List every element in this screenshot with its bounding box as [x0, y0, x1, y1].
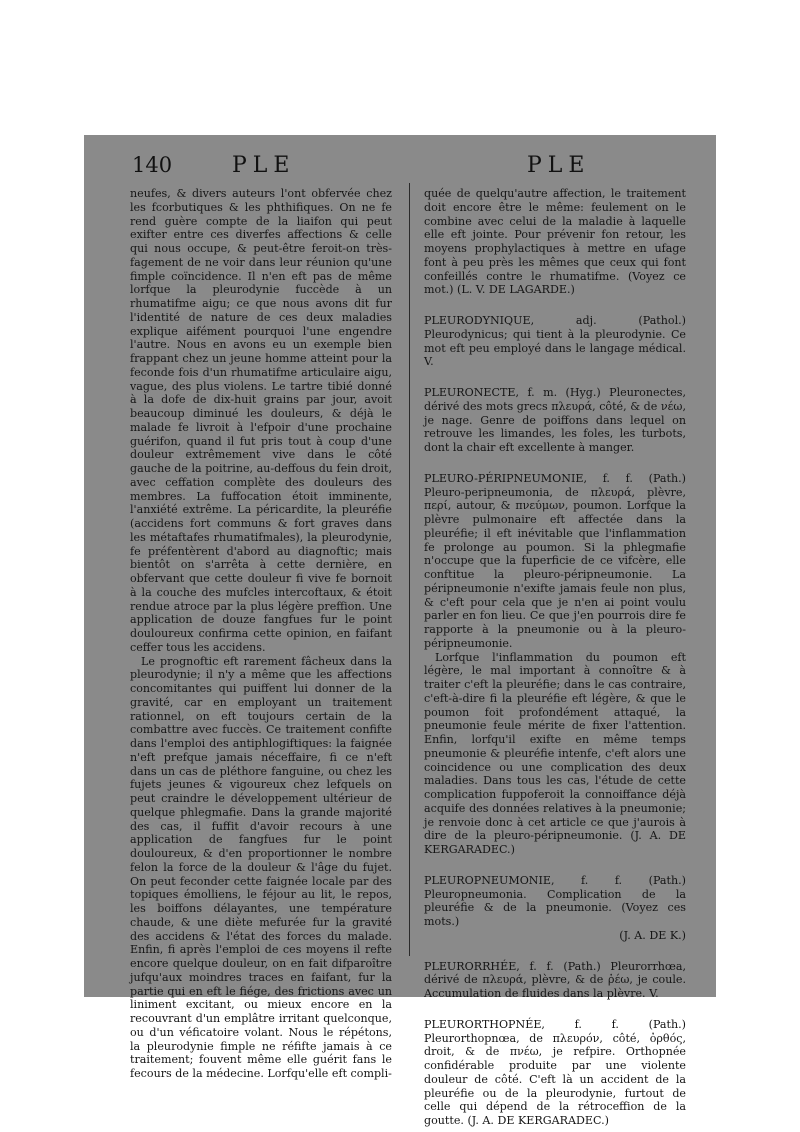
page-header — [84, 135, 716, 191]
paragraph: quée de quelqu'autre affection, le traitement doit encore être le même: feulement on le combine avec celui de la maladie à laquelle elle eft jointe. Pour prévenir fon retour, les moyens prophylactiques à mettre en ufage font à peu près les mêmes que ceux qui font confeillés contre le rhumatifme. (Voyez ce mot.) (L. V. DE LAGARDE.) — [424, 187, 686, 297]
left-column — [130, 187, 392, 1081]
running-head-left: PLE — [232, 153, 296, 178]
page-number: 140 — [132, 153, 173, 177]
dictionary-entry: PLEURODYNIQUE, adj. (Pathol.) Pleurodynicus; qui tient à la pleurodynie. Ce mot eft peu employé dans le langage médical. V. — [424, 314, 686, 369]
dictionary-entry: PLEUROPNEUMONIE, f. f. (Path.) Pleuropneumonia. Complication de la pleuréfie & de la pneumonie. (Voyez ces mots.) — [424, 873, 686, 928]
dictionary-entry: PLEURONECTE, f. m. (Hyg.) Pleuronectes, dérivé des mots grecs πλευρά, côté, & de νέω, je nage. Genre de poiffons dans lequel on retrouve les limandes, les foles, les turbots, dont la chair eft excellente à manger. — [424, 386, 686, 454]
column-rule — [409, 183, 410, 956]
dictionary-entry: PLEURO-PÉRIPNEUMONIE, f. f. (Path.) Pleuro-peripneumonia, de πλευρά, plèvre, περί, autour, & πνεύμων, poumon. Lorfque la plèvre pulmonaire eft affectée dans la pleuréfie; il eft inévitable que l'inflammation fe prolonge au poumon. Si la phlegmafie n'occupe que la fuperficie de ce vifcère, elle conftitue la pleuro-péripneumonie. La péripneumonie n'exifte jamais feule non plus, & c'eft pour cela que je n'en ai point voulu parler en fon lieu. Ce que j'en pourrois dire fe rapporte à la pneumonie ou à la pleuro-péripneumonie. — [424, 471, 686, 650]
paragraph: Le prognoftic eft rarement fâcheux dans la pleurodynie; il n'y a même que les affections concomitantes qui puiffent lui donner de la gravité, car en employant un traitement rationnel, on eft toujours certain de la combattre avec fuccès. Ce traitement confifte dans l'emploi des antiphlogiftiques: la faignée n'eft prefque jamais néceffaire, fi ce n'eft dans un cas de pléthore fanguine, ou chez les fujets jeunes & vigoureux chez lefquels on peut craindre le développement ultérieur de quelque phlegmafie. Dans la grande majorité des cas, il fuffit d'avoir recours à une application de fangfues fur le point douloureux, & d'en proportionner le nombre felon la force de la douleur & l'âge du fujet. On peut feconder cette faignée locale par des topiques émolliens, le féjour au lit, le repos, les boiffons délayantes, une température chaude, & une diète mefurée fur la gravité des accidens & l'état des forces du malade. Enfin, fi après l'emploi de ces moyens il refte encore quelque douleur, on en fait difparoître jufqu'aux moindres traces en faifant, fur la partie qui en eft le fiége, des frictions avec un liniment excitant, ou mieux encore en la recouvrant d'un emplâtre irritant quelconque, ou d'un véficatoire volant. Nous le répétons, la pleurodynie fimple ne réfifte jamais à ce traitement; fouvent même elle guérit fans le fecours de la médecine. Lorfqu'elle eft compli- — [130, 654, 392, 1080]
paragraph: neufes, & divers auteurs l'ont obfervée chez les fcorbutiques & les phthifiques. On ne fe rend guère compte de la liaifon qui peut exifter entre ces diverfes affections & celle qui nous occupe, & peut-être feroit-on très-fagement de ne voir dans leur réunion qu'une fimple coïncidence. Il n'en eft pas de même lorfque la pleurodynie fuccède à un rhumatifme aigu; ce que nous avons dit fur l'identité de nature de ces deux maladies explique aifément pourquoi l'une engendre l'autre. Nous en avons eu un exemple bien frappant chez un jeune homme atteint pour la feconde fois d'un rhumatifme articulaire aigu, vague, des plus violens. Le tartre tibié donné à la dofe de dix-huit grains par jour, avoit beaucoup diminué les douleurs, & déjà le malade fe livroit à l'efpoir d'une prochaine guérifon, quand il fut pris tout à coup d'une douleur extrêmement vive dans le côté gauche de la poitrine, au-deffous du fein droit, avec ceffation complète des douleurs des membres. La fuffocation étoit imminente, l'anxiété extrême. La péricardite, la pleuréfie (accidens fort communs & fort graves dans les métaftafes rhumatifmales), la pleurodynie, fe préfentèrent d'abord au diagnoftic; mais bientôt on s'arrêta à cette dernière, en obfervant que cette douleur fi vive fe bornoit à la couche des mufcles intercoftaux, & étoit rendue atroce par la plus légère preffion. Une application de douze fangfues fur le point douloureux confirma cette opinion, en faifant ceffer tous les accidens. — [130, 187, 392, 654]
author-signature: (J. A. DE K.) — [619, 928, 686, 942]
dictionary-entry: PLEURORTHOPNÉE, f. f. (Path.) Pleurorthopnœa, de πλευρόν, côté, ὀρθός, droit, & de πνέω, je refpire. Orthopnée confidérable produite par une violente douleur de côté. C'eft là un accident de la pleuréfie ou de la pleurodynie, furtout de celle qui dépend de la rétroceffion de la goutte. (J. A. DE KERGARADEC.) — [424, 1017, 686, 1127]
right-column — [424, 187, 686, 1128]
scanned-page — [84, 135, 716, 1127]
paragraph: Lorfque l'inflammation du poumon eft légère, le mal important à connoître & à traiter c'eft la pleuréfie; dans le cas contraire, c'eft-à-dire fi la pleuréfie eft légère, & que le poumon foit profondément attaqué, la pneumonie feule mérite de fixer l'attention. Enfin, lorfqu'il exifte en même temps pneumonie & pleuréfie intenfe, c'eft alors une coincidence ou une complication des deux maladies. Dans tous les cas, l'étude de cette complication fuppoferoit la connoiffance déjà acquife des données relatives à la pneumonie; je renvoie donc à cet article ce que j'aurois à dire de la pleuro-péripneumonie. (J. A. DE KERGARADEC.) — [424, 650, 686, 856]
running-head-right: PLE — [527, 153, 591, 178]
dictionary-entry: PLEURORRHÉE, f. f. (Path.) Pleurorrhœa, dérivé de πλευρά, plèvre, & de ῥέω, je coule. Accumulation de fluides dans la plèvre. V. — [424, 959, 686, 1000]
